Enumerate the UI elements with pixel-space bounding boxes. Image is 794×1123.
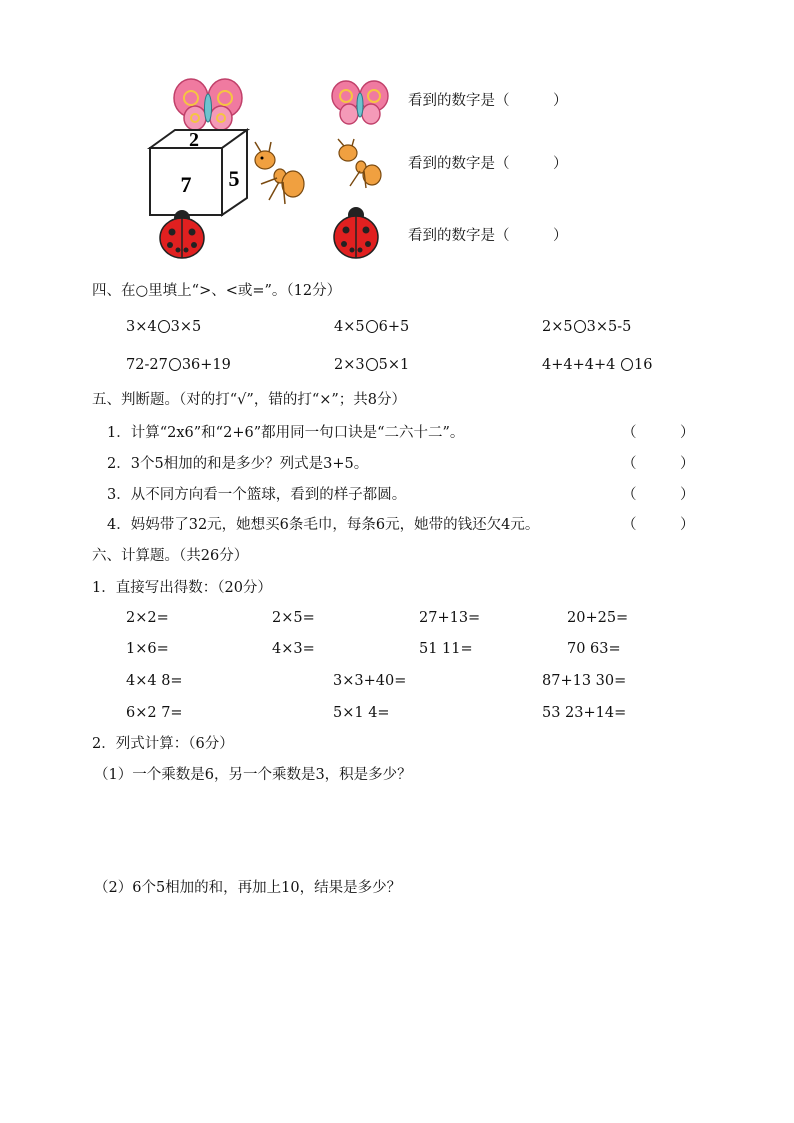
compare-right: 16: [633, 357, 653, 373]
view-question-ladybug: 看到的数字是（ ）: [408, 228, 568, 244]
answer-circle[interactable]: [366, 358, 378, 371]
judge-answer-paren[interactable]: （ ）: [622, 456, 695, 472]
compare-right: 3×5: [170, 319, 202, 335]
compare-left: 72-27: [126, 357, 168, 373]
cube-front-number: 7: [180, 172, 192, 197]
compare-left: 4×5: [334, 319, 365, 335]
compare-right: 5×1: [378, 357, 410, 373]
compare-item: [542, 356, 652, 374]
compare-left: 3×4: [126, 319, 157, 335]
compare-left: 2×3: [334, 357, 365, 373]
ant-icon: [255, 142, 304, 204]
compare-item: [542, 318, 631, 336]
calc-item: 53 23+14=: [542, 705, 627, 721]
judge-item-4: 4．妈妈带了32元，她想买6条毛巾，每条6元，她带的钱还欠4元。: [107, 517, 540, 533]
section-5-title: 五、判断题。（对的打“√”，错的打“×”；共8分）: [92, 392, 407, 408]
judge-item-2: 2．3个5相加的和是多少？列式是3+5。: [107, 456, 369, 472]
calc-item: 20+25=: [567, 610, 629, 626]
compare-right: 36+19: [181, 357, 231, 373]
calc-item: 2×5=: [272, 610, 315, 626]
judge-answer-paren[interactable]: （ ）: [622, 425, 695, 441]
answer-circle[interactable]: [169, 358, 181, 371]
butterfly-icon: [330, 80, 390, 128]
compare-left: 4+4+4+4: [542, 357, 620, 373]
compare-item: [126, 318, 201, 336]
cube-top-number: 2: [189, 129, 199, 151]
calc-item: 1×6=: [126, 641, 169, 657]
compare-right: 3×5-5: [586, 319, 632, 335]
view-question-ant: 看到的数字是（ ）: [408, 156, 568, 172]
judge-answer-paren[interactable]: （ ）: [622, 517, 695, 533]
word-problem-1: （1）一个乘数是6，另一个乘数是3，积是多少？: [94, 767, 412, 783]
answer-circle[interactable]: [574, 320, 586, 333]
section-4-title: 四、在○里填上“>、<或=”。（12分）: [92, 283, 342, 299]
section-6-title: 六、计算题。（共26分）: [92, 548, 249, 564]
answer-circle[interactable]: [366, 320, 378, 333]
calc-item: 70 63=: [567, 641, 621, 657]
cube-right-number: 5: [228, 166, 240, 191]
ladybug-icon: [160, 210, 204, 258]
word-problem-2: （2）6个5相加的和，再加上10，结果是多少？: [94, 880, 402, 896]
compare-item: [334, 356, 409, 374]
judge-item-1: 1．计算“2x6”和“2+6”都用同一句口诀是“二六十二”。: [107, 425, 465, 441]
ant-icon: [328, 138, 383, 190]
ladybug-icon: [330, 205, 382, 261]
view-question-butterfly: 看到的数字是（ ）: [408, 93, 568, 109]
calc-item: 4×3=: [272, 641, 315, 657]
calc-item: 3×3+40=: [333, 673, 407, 689]
judge-answer-paren[interactable]: （ ）: [622, 487, 695, 503]
answer-circle[interactable]: [621, 358, 633, 371]
part-1-title: 1．直接写出得数：（20分）: [92, 580, 272, 596]
judge-item-3: 3．从不同方向看一个篮球，看到的样子都圆。: [107, 487, 407, 503]
compare-left: 2×5: [542, 319, 573, 335]
view-illustration: [140, 78, 315, 268]
compare-item: [334, 318, 409, 336]
calc-item: 51 11=: [419, 641, 473, 657]
compare-right: 6+5: [378, 319, 410, 335]
calc-item: 5×1 4=: [333, 705, 390, 721]
compare-item: [126, 356, 231, 374]
part-2-title: 2．列式计算：（6分）: [92, 736, 234, 752]
calc-item: 2×2=: [126, 610, 169, 626]
calc-item: 6×2 7=: [126, 705, 183, 721]
answer-circle[interactable]: [158, 320, 170, 333]
calc-item: 87+13 30=: [542, 673, 627, 689]
calc-item: 4×4 8=: [126, 673, 183, 689]
butterfly-icon: [174, 79, 242, 130]
calc-item: 27+13=: [419, 610, 481, 626]
